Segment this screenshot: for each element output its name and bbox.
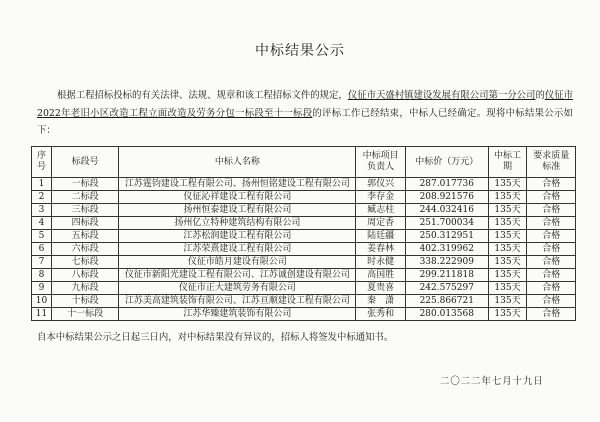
row-no: 7 — [32, 256, 52, 269]
row-price: 251.700034 — [405, 217, 488, 230]
row-no: 1 — [32, 178, 52, 191]
row-project-manager: 郭仪兴 — [356, 178, 406, 191]
row-duration: 135天 — [488, 295, 527, 308]
table-row — [32, 295, 576, 308]
row-winner: 江苏华臻建筑装饰有限公司 — [119, 308, 356, 321]
table-row — [32, 204, 576, 217]
row-price: 287.017736 — [405, 178, 488, 191]
row-duration: 135天 — [488, 256, 527, 269]
row-no: 4 — [32, 217, 52, 230]
intro-text-c: 的评标工作已经结束，中标人已经确定。现将中标结果公示如下： — [37, 107, 573, 136]
table-row — [32, 308, 576, 321]
row-winner: 仪征市正大建筑劳务有限公司 — [119, 282, 356, 295]
row-quality: 合格 — [527, 256, 576, 269]
row-duration: 135天 — [488, 282, 527, 295]
row-price: 338.222909 — [405, 256, 488, 269]
row-duration: 135天 — [488, 217, 527, 230]
row-duration: 135天 — [488, 269, 527, 282]
row-no: 6 — [32, 243, 52, 256]
header-duration: 中标工期 — [488, 147, 527, 178]
row-quality: 合格 — [527, 269, 576, 282]
table-row — [32, 282, 576, 295]
row-duration: 135天 — [488, 191, 527, 204]
table-header-row — [32, 147, 576, 178]
row-lot: 三标段 — [51, 204, 119, 217]
intro-text-a: 根据工程招标投标的有关法律、法规、规章和该工程招标文件的规定， — [57, 90, 348, 101]
row-quality: 合格 — [527, 204, 576, 217]
header-winner: 中标人名称 — [119, 147, 356, 178]
row-quality: 合格 — [527, 178, 576, 191]
row-project-manager: 姜春林 — [356, 243, 406, 256]
row-no: 9 — [32, 282, 52, 295]
row-duration: 135天 — [488, 308, 527, 321]
row-project-manager: 李存金 — [356, 191, 406, 204]
row-no: 5 — [32, 230, 52, 243]
row-price: 280.013568 — [405, 308, 488, 321]
header-no: 序号 — [32, 147, 52, 178]
row-duration: 135天 — [488, 230, 527, 243]
header-lot: 标段号 — [51, 147, 119, 178]
header-price: 中标价（万元） — [405, 147, 488, 178]
row-project-manager: 张秀和 — [356, 308, 406, 321]
row-quality: 合格 — [527, 282, 576, 295]
table-row — [32, 191, 576, 204]
row-winner: 江苏霆钧建设工程有限公司、扬州恒铭建设工程有限公司 — [119, 178, 356, 191]
row-winner: 江苏美高建筑装饰有限公司、江苏亘顺建设工程有限公司 — [119, 295, 356, 308]
row-lot: 一标段 — [51, 178, 119, 191]
table-row — [32, 243, 576, 256]
row-lot: 八标段 — [51, 269, 119, 282]
row-no: 10 — [32, 295, 52, 308]
row-no: 8 — [32, 269, 52, 282]
table-body — [32, 178, 576, 321]
row-no: 11 — [32, 308, 52, 321]
row-winner: 扬州亿立特种建筑结构有限公司 — [119, 217, 356, 230]
row-price: 299.211818 — [405, 269, 488, 282]
intro-text-b: 的 — [535, 90, 545, 101]
row-lot: 二标段 — [51, 191, 119, 204]
row-quality: 合格 — [527, 191, 576, 204]
row-duration: 135天 — [488, 204, 527, 217]
row-duration: 135天 — [488, 178, 527, 191]
row-lot: 十一标段 — [51, 308, 119, 321]
table-row — [32, 256, 576, 269]
row-duration: 135天 — [488, 243, 527, 256]
row-winner: 江苏荣熹建设工程有限公司 — [119, 243, 356, 256]
row-project-manager: 秦 潇 — [356, 295, 406, 308]
row-lot: 五标段 — [51, 230, 119, 243]
table-row — [32, 178, 576, 191]
row-lot: 七标段 — [51, 256, 119, 269]
results-table — [31, 146, 576, 321]
row-price: 242.575297 — [405, 282, 488, 295]
row-price: 250.312951 — [405, 230, 488, 243]
row-no: 2 — [32, 191, 52, 204]
table-row — [32, 217, 576, 230]
closing-note: 自本中标结果公示之日起三日内，对中标结果没有异议的，招标人将签发中标通知书。 — [37, 332, 394, 343]
row-project-manager: 周定香 — [356, 217, 406, 230]
announcement-date: 二〇二二年七月十九日 — [440, 376, 544, 387]
row-quality: 合格 — [527, 308, 576, 321]
header-project-manager: 中标项目负责人 — [356, 147, 406, 178]
table-row — [32, 269, 576, 282]
project-name: 仪征市2022年老旧小区改造工程立面改造及劳务分包一标段至十一标段 — [37, 90, 573, 119]
row-lot: 六标段 — [51, 243, 119, 256]
row-winner: 仪征市新阳光建设工程有限公司、江苏诚创建设有限公司 — [119, 269, 356, 282]
row-price: 402.319962 — [405, 243, 488, 256]
row-project-manager: 臧志柱 — [356, 204, 406, 217]
page-title: 中标结果公示 — [255, 43, 345, 59]
row-quality: 合格 — [527, 295, 576, 308]
row-project-manager: 陆廷疆 — [356, 230, 406, 243]
intro-paragraph — [37, 87, 573, 140]
header-quality: 要求质量标准 — [527, 147, 576, 178]
row-price: 208.921576 — [405, 191, 488, 204]
row-winner: 仪征市皓月建设有限公司 — [119, 256, 356, 269]
row-lot: 十标段 — [51, 295, 119, 308]
row-winner: 江苏松润建设工程有限公司 — [119, 230, 356, 243]
row-lot: 九标段 — [51, 282, 119, 295]
row-quality: 合格 — [527, 230, 576, 243]
row-quality: 合格 — [527, 243, 576, 256]
row-winner: 仪征沁祥建设工程有限公司 — [119, 191, 356, 204]
row-lot: 四标段 — [51, 217, 119, 230]
row-price: 244.032416 — [405, 204, 488, 217]
table-row — [32, 230, 576, 243]
row-price: 225.866721 — [405, 295, 488, 308]
row-project-manager: 夏贵喜 — [356, 282, 406, 295]
row-winner: 扬州恒泰建设工程有限公司 — [119, 204, 356, 217]
row-project-manager: 时永健 — [356, 256, 406, 269]
row-quality: 合格 — [527, 217, 576, 230]
tendering-agency: 仪征市天盛村镇建设发展有限公司第一分公司 — [347, 90, 536, 101]
row-no: 3 — [32, 204, 52, 217]
row-project-manager: 高国胜 — [356, 269, 406, 282]
